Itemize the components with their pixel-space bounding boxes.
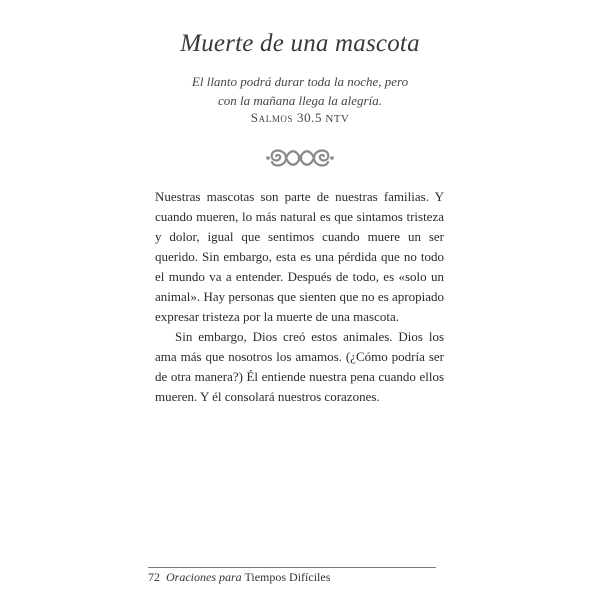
citation-version: NTV <box>325 113 350 125</box>
epigraph-line-2: con la mañana llega la alegría. <box>218 93 382 108</box>
page-number: 72 <box>148 570 160 584</box>
book-title-italic: Oraciones para <box>166 570 242 584</box>
body-text <box>155 187 444 407</box>
epigraph-line-1: El llanto podrá durar toda la noche, pero <box>191 74 409 89</box>
footer-divider <box>148 567 436 568</box>
epigraph-citation <box>0 110 600 126</box>
page-footer <box>148 570 330 585</box>
citation-book: Salmos 30.5 <box>250 110 323 125</box>
epigraph <box>0 72 600 110</box>
book-title-roman: Tiempos Difíciles <box>244 570 331 584</box>
page-title: Muerte de una mascota <box>180 30 420 57</box>
flourish-ornament-icon <box>264 140 336 176</box>
body-paragraph-2: Sin embargo, Dios creó estos animales. Dios los ama más que nosotros los amamos. (¿Cómo podría ser de otra manera?) Él entiende nuestra pena cuando ellos mueren. Y él consolará nuestros corazones. <box>155 329 444 404</box>
body-paragraph-1: Nuestras mascotas son parte de nuestras familias. Y cuando mueren, lo más natural es que sintamos tristeza y dolor, igual que sentimos cuando muere un ser querido. Sin embargo, esta es una pérdida que no todo el mundo va a entender. Después de todo, es «solo un animal». Hay personas que sienten que no es apropiado expresar tristeza por la muerte de una mascota. <box>155 189 444 324</box>
